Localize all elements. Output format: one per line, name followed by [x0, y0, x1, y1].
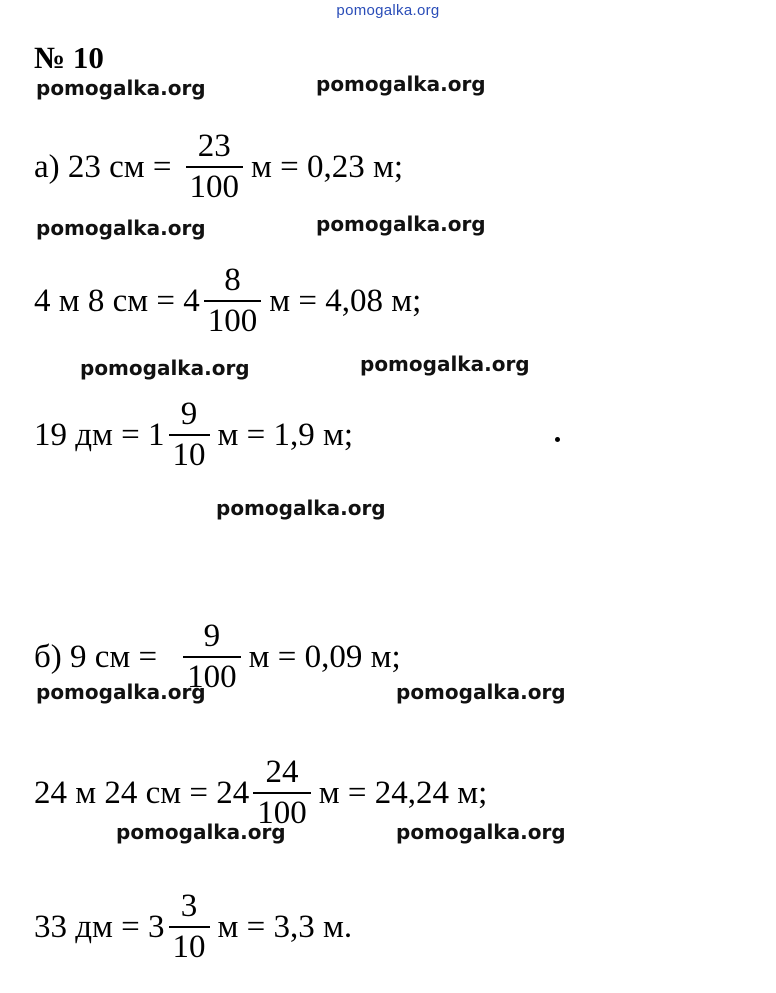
fraction: [253, 756, 311, 830]
equation-right: м = 1,9 м;: [217, 416, 354, 453]
denominator: 100: [253, 792, 311, 830]
watermark: pomogalka.org: [36, 216, 206, 240]
denominator: 10: [169, 434, 210, 472]
denominator: 100: [186, 166, 244, 204]
watermark: pomogalka.org: [316, 212, 486, 236]
equation-left: а) 23 см =: [34, 148, 172, 185]
numerator: 9: [180, 396, 198, 432]
watermark: pomogalka.org: [36, 76, 206, 100]
equation-right: м = 3,3 м.: [217, 908, 353, 945]
fraction: [169, 890, 210, 964]
fraction: [169, 398, 210, 472]
site-watermark-top: pomogalka.org: [336, 2, 440, 19]
watermark: pomogalka.org: [36, 680, 206, 704]
equation-left: 4 м 8 см = 4: [34, 282, 200, 319]
watermark: pomogalka.org: [396, 680, 566, 704]
equation-right: м = 0,23 м;: [251, 148, 404, 185]
watermark: pomogalka.org: [396, 820, 566, 844]
watermark: pomogalka.org: [80, 356, 250, 380]
equation-left: 24 м 24 см = 24: [34, 774, 250, 811]
numerator: 8: [224, 262, 241, 298]
equation-left: 19 дм = 1: [34, 416, 165, 453]
fraction: [186, 130, 244, 204]
numerator: 24: [265, 754, 299, 790]
denominator: 100: [204, 300, 262, 338]
fraction: [204, 264, 262, 338]
denominator: 100: [183, 656, 241, 694]
watermark: pomogalka.org: [216, 496, 386, 520]
numerator: 3: [180, 888, 198, 924]
equation-left: б) 9 см =: [34, 638, 158, 675]
numerator: 9: [203, 618, 221, 654]
watermark: pomogalka.org: [316, 72, 486, 96]
equation-line: [34, 264, 421, 338]
watermark: pomogalka.org: [116, 820, 286, 844]
equation-line: [34, 756, 487, 830]
equation-left: 33 дм = 3: [34, 908, 165, 945]
equation-right: м = 24,24 м;: [318, 774, 488, 811]
numerator: 23: [197, 128, 231, 164]
equation-right: м = 0,09 м;: [248, 638, 401, 675]
exercise-number: № 10: [34, 40, 104, 75]
equation-right: м = 4,08 м;: [269, 282, 422, 319]
watermark: pomogalka.org: [360, 352, 530, 376]
equation-line: [34, 890, 352, 964]
denominator: 10: [169, 926, 210, 964]
stray-dot: [555, 437, 560, 442]
equation-line: [34, 398, 353, 472]
equation-line: [34, 130, 403, 204]
